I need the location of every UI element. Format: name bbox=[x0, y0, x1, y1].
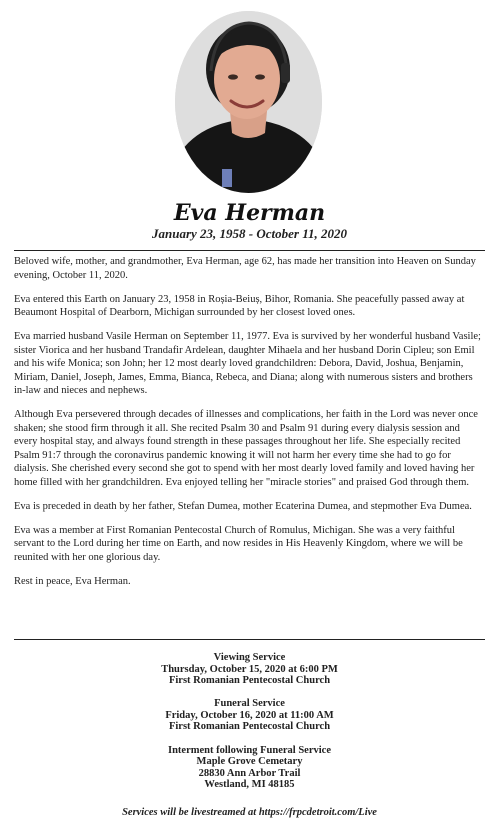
interment-place: Maple Grove Cemetary bbox=[196, 756, 303, 768]
life-dates: January 23, 1958 - October 11, 2020 bbox=[152, 226, 347, 241]
portrait-photo bbox=[175, 11, 322, 193]
obituary-text bbox=[14, 255, 485, 599]
paragraph-preceded: Eva is preceded in death by her father, Stefan Dumea, mother Ecaterina Dumea, and stepmother Eva Dumea. bbox=[14, 500, 472, 512]
top-divider bbox=[14, 250, 485, 251]
funeral-title: Funeral Service bbox=[214, 698, 285, 710]
interment-street: 28830 Ann Arbor Trail bbox=[198, 767, 301, 779]
livestream-notice: Services will be livestreamed at https://frpcdetroit.com/Live bbox=[122, 807, 377, 818]
funeral-where: First Romanian Pentecostal Church bbox=[168, 721, 331, 733]
viewing-when: Thursday, October 15, 2020 at 6:00 PM bbox=[161, 663, 338, 675]
paragraph-birth: Eva entered this Earth on January 23, 1958 in Roșia-Beiuș, Bihor, Romania. She peacefully passed away at Beaumont Hospital of Dearborn, Michigan surrounded by her closest loved ones. bbox=[14, 293, 465, 318]
paragraph-church: Eva was a member at First Romanian Pentecostal Church of Romulus, Michigan. She was a very faithful servant to the Lord during her time on Earth, and now resides in His Heavenly Kingdom, where we will be reunited with her one glorious day. bbox=[14, 524, 463, 563]
interment bbox=[0, 745, 499, 791]
funeral-service bbox=[0, 698, 499, 733]
paragraph-survivors: Eva married husband Vasile Herman on September 11, 1977. Eva is survived by her wonderful husband Vasile; sister Viorica and her husband Trandafir Ardelean, daughter Mihaela and her husband Dorin Cipleu; son Emil and his wife Monica; son John; her 12 most dearly loved grandchildren: Debora, David, Joshua, Benjamin, Miriam, Daniel, Joseph, James, Emma, Bianca, Rebeca, and Diana; along with numerous sisters and brothers in-law and nieces and nephews. bbox=[14, 331, 481, 396]
paragraph-faith: Although Eva persevered through decades of illnesses and complications, her faith in the Lord was never once shaken; she stood firm through it all. She recited Psalm 30 and Psalm 91 during every dialysis session and every hospital stay, and always found strength in these passages throughout her life. She especially recited Psalm 91:7 through the coronavirus pandemic knowing it will not harm her every time she had to go for dialysis. She cherished every second she got to spend with her most dearly loved family and loved having her home filled with her grandchildren. Eva enjoyed telling her "miracle stories" and praised God through them. bbox=[14, 409, 478, 488]
viewing-where: First Romanian Pentecostal Church bbox=[168, 675, 331, 687]
viewing-title: Viewing Service bbox=[213, 652, 286, 663]
deceased-name: Eva Herman bbox=[173, 200, 326, 226]
funeral-when: Friday, October 16, 2020 at 11:00 AM bbox=[165, 709, 334, 721]
paragraph-rest: Rest in peace, Eva Herman. bbox=[14, 575, 131, 587]
paragraph-transition: Beloved wife, mother, and grandmother, Eva Herman, age 62, has made her transition into Heaven on Sunday evening, October 11, 2020. bbox=[14, 256, 476, 281]
bottom-divider bbox=[14, 639, 485, 640]
interment-city: Westland, MI 48185 bbox=[204, 779, 295, 791]
service-details bbox=[0, 652, 499, 802]
interment-title: Interment following Funeral Service bbox=[167, 744, 331, 756]
viewing-service bbox=[0, 652, 499, 687]
